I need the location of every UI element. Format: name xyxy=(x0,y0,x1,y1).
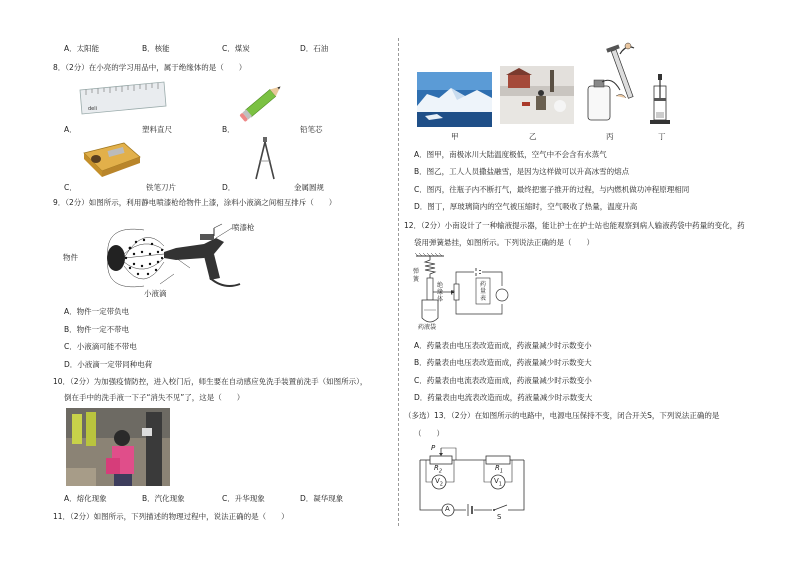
caption-yi: 乙 xyxy=(529,132,537,141)
label-r1: $R_1$ xyxy=(495,464,504,475)
q13-stem-line2: （ ） xyxy=(414,429,444,438)
label-switch-s: S xyxy=(497,513,502,521)
q9-stem: 9．（2分）如图所示，利用静电喷漆枪给物件上漆，涂料小液滴之间相互排斥（ ） xyxy=(53,198,337,207)
caption-ding: 丁 xyxy=(658,132,666,141)
q10-option-d: D．凝华现象 xyxy=(300,494,344,503)
q8-option-a-caption: 塑料直尺 xyxy=(142,125,172,134)
q10-stem-line1: 10．（2分）为加强疫情防控，进入校门后，师生要在自动感应免洗手装置前洗手（如图所示）， xyxy=(53,377,368,386)
label-insulator: 绝 缘 体 xyxy=(437,282,444,303)
q12-stem-line1: 12．（2分）小南设计了一种输液提示器，能让护士在护士站也能观察到病人输液药袋中药量的变化，药 xyxy=(404,221,745,230)
q7-option-a: A．太阳能 xyxy=(64,44,100,53)
label-ammeter: A xyxy=(445,505,450,513)
infusion-reminder-diagram xyxy=(410,252,520,328)
ruler-image xyxy=(78,80,168,118)
compass-image xyxy=(250,135,280,181)
q7-option-c: C．煤炭 xyxy=(222,44,250,53)
label-slider-p-q13: P xyxy=(431,444,436,452)
q7-option-b: B．核能 xyxy=(142,44,170,53)
q8-option-b-letter: B． xyxy=(222,125,235,134)
q9-option-d: D．小液滴一定带同种电荷 xyxy=(64,360,153,369)
glass-cylinder-diagram xyxy=(648,72,672,128)
label-bag: 药液袋 xyxy=(418,324,437,331)
caption-bing: 丙 xyxy=(606,132,614,141)
q9-option-a: A．物件一定带负电 xyxy=(64,307,130,316)
label-v1: $V_1$ xyxy=(494,477,502,488)
label-slider-p: P xyxy=(451,290,455,297)
q11-option-c: C．图丙，往瓶子内不断打气，最终把塞子推开的过程，与内燃机做功冲程原理相同 xyxy=(414,185,690,194)
q12-stem-line2: 袋用弹簧悬挂，如图所示。下列说法正确的是（ ） xyxy=(414,238,594,247)
q8-option-c-caption: 铁笔刀片 xyxy=(146,183,176,192)
ruler-brand-text: deli xyxy=(88,106,98,112)
q9-option-b: B．物件一定不带电 xyxy=(64,325,130,334)
q11-stem: 11．（2分）如图所示，下列描述的物理过程中，说法正确的是（ ） xyxy=(53,512,289,521)
snow-photo xyxy=(500,66,574,124)
q8-option-d-caption: 金属圆规 xyxy=(294,183,324,192)
sharpener-image xyxy=(78,135,148,181)
q11-option-a: A．图甲，南极冰川大陆温度极低，空气中不会含有水蒸气 xyxy=(414,150,607,159)
handwash-photo xyxy=(66,408,170,486)
q10-option-a: A．熔化现象 xyxy=(64,494,107,503)
q13-circuit-diagram xyxy=(412,444,528,520)
q12-option-b: B．药量表由电压表改造而成，药液量减少时示数变大 xyxy=(414,358,592,367)
label-droplet: 小液滴 xyxy=(144,289,167,298)
bottle-pump-diagram xyxy=(582,40,638,130)
label-v2: $V_2$ xyxy=(435,477,443,488)
label-object: 物件 xyxy=(63,253,78,262)
q10-option-c: C．升华现象 xyxy=(222,494,265,503)
q12-option-d: D．药量表由电流表改造而成，药液量减少时示数变大 xyxy=(414,393,593,402)
q10-option-b: B．汽化现象 xyxy=(142,494,185,503)
q7-option-d: D．石油 xyxy=(300,44,329,53)
q13-stem: （多选）13．（2分）在如图所示的电路中，电源电压保持不变，闭合开关S，下列说法正确的是 xyxy=(404,411,720,420)
q9-option-c: C．小液滴可能不带电 xyxy=(64,342,137,351)
q8-option-d-letter: D． xyxy=(222,183,236,192)
q12-option-a: A．药量表由电压表改造而成，药液量减少时示数变小 xyxy=(414,341,592,350)
glacier-photo xyxy=(417,72,492,127)
label-meter: 药 量 表 xyxy=(480,281,487,302)
label-spray-gun: 喷漆枪 xyxy=(232,223,255,232)
caption-jia: 甲 xyxy=(451,132,459,141)
q8-option-a-letter: A． xyxy=(64,125,77,134)
q12-option-c: C．药量表由电流表改造而成，药液量减少时示数变小 xyxy=(414,376,592,385)
q8-stem: 8．（2分）在小亮的学习用品中，属于绝缘体的是（ ） xyxy=(53,63,247,72)
q8-option-b-caption: 铅笔芯 xyxy=(300,125,323,134)
column-divider xyxy=(398,38,399,526)
q11-option-d: D．图丁，厚玻璃筒内的空气被压缩时，空气吸收了热量，温度升高 xyxy=(414,202,638,211)
q8-option-c-letter: C． xyxy=(64,183,77,192)
pencil-image xyxy=(234,76,294,126)
label-r2: $R_2$ xyxy=(434,464,443,475)
label-spring: 弹 簧 xyxy=(413,268,420,283)
q10-stem-line2: 倒在手中的洗手液一下子“消失不见”了，这是（ ） xyxy=(64,393,245,402)
q11-option-b: B．图乙，工人人员撒盐融雪，是因为这样做可以升高冰雪的熔点 xyxy=(414,167,630,176)
